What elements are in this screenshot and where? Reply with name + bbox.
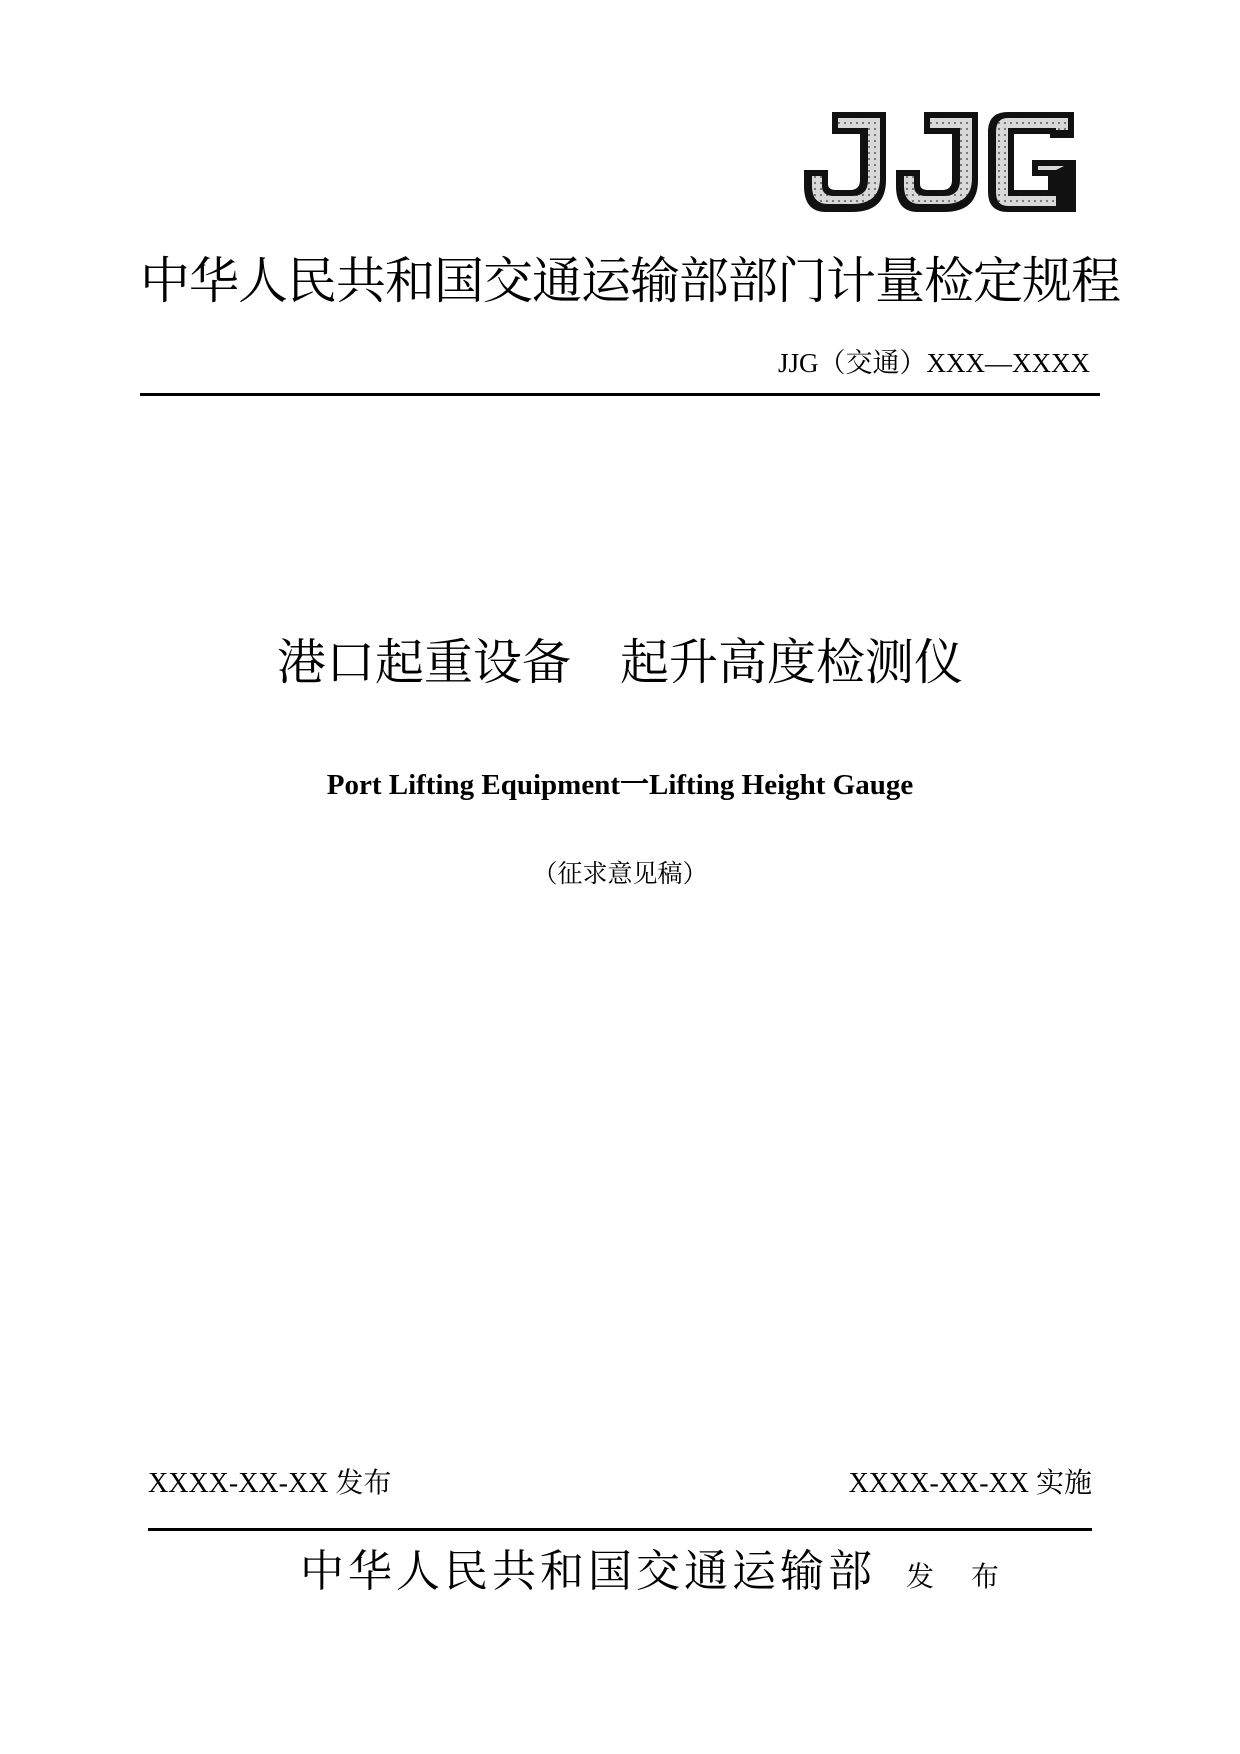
publish-date: XXXX-XX-XX 发布 bbox=[148, 1468, 392, 1499]
issuing-authority: 中华人民共和国交通运输部 bbox=[300, 1546, 876, 1597]
top-divider bbox=[140, 393, 1100, 396]
publish-label: 发 布 bbox=[906, 1560, 1013, 1593]
logo-letter-g bbox=[988, 112, 1076, 212]
jjg-logo bbox=[800, 93, 1080, 218]
issuer-title: 中华人民共和国交通运输部部门计量检定规程 bbox=[140, 252, 1120, 310]
bottom-divider bbox=[148, 1528, 1092, 1531]
standard-code: JJG（交通）XXX—XXXX bbox=[777, 348, 1090, 378]
draft-note: （征求意见稿） bbox=[532, 859, 708, 888]
implement-date: XXXX-XX-XX 实施 bbox=[848, 1468, 1092, 1499]
logo-letter-j-2 bbox=[896, 112, 978, 212]
english-title: Port Lifting Equipment一Lifting Height Gauge bbox=[326, 769, 914, 801]
logo-text: JJG bbox=[800, 93, 826, 112]
chinese-title: 港口起重设备 起升高度检测仪 bbox=[276, 634, 963, 691]
logo-letter-j-1 bbox=[804, 112, 886, 212]
